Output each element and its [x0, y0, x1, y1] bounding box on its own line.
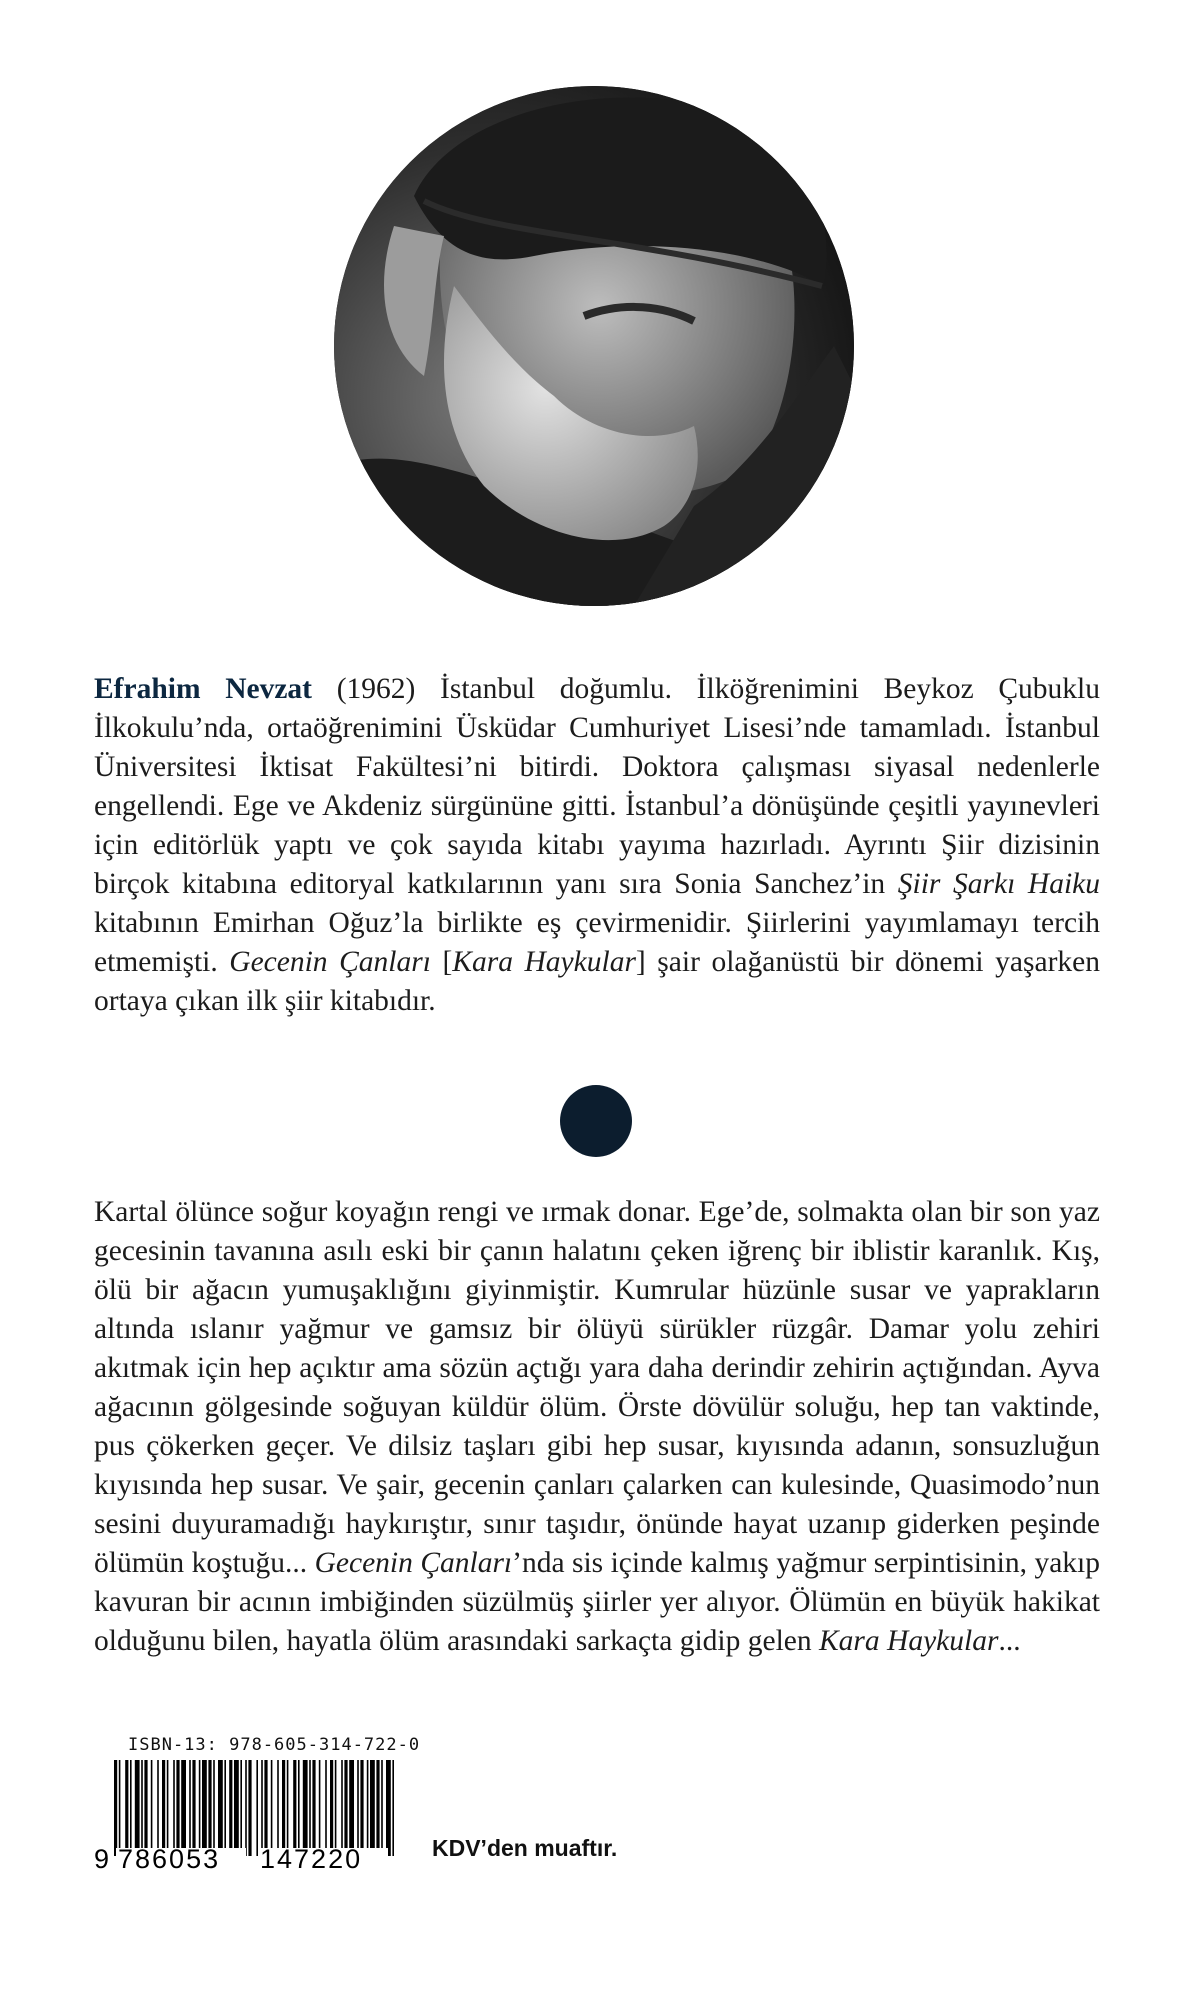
barcode-bar: [370, 1760, 375, 1856]
barcode-bars: [114, 1760, 394, 1856]
barcode-bar: [309, 1760, 311, 1856]
barcode-bar: [202, 1760, 207, 1856]
barcode-bar: [386, 1760, 391, 1856]
barcode-bar: [245, 1760, 247, 1856]
barcode-bar: [199, 1760, 201, 1856]
barcode-bar: [135, 1760, 140, 1856]
barcode-bar: [213, 1760, 215, 1856]
barcode-bar: [341, 1760, 343, 1856]
barcode-bar: [229, 1760, 232, 1856]
barcode-bar: [189, 1760, 191, 1856]
book-title: Kara Haykular: [819, 1625, 999, 1657]
barcode-bar: [234, 1760, 239, 1856]
barcode-bar: [381, 1760, 383, 1856]
barcode-bar: [176, 1760, 179, 1856]
barcode-bar: [144, 1760, 147, 1856]
barcode-bar: [344, 1760, 347, 1856]
barcode-bar: [141, 1760, 143, 1856]
barcode-bar: [157, 1760, 159, 1856]
barcode-bar: [330, 1760, 333, 1856]
barcode-bar: [125, 1760, 128, 1856]
barcode-bar: [349, 1760, 354, 1856]
barcode-bar: [392, 1760, 394, 1856]
barcode-bar: [271, 1760, 273, 1856]
author-name: Efrahim Nevzat: [94, 673, 313, 705]
barcode-bar: [248, 1760, 251, 1856]
barcode-bar: [218, 1760, 223, 1856]
barcode-bar: [261, 1760, 263, 1856]
divider-dot: [560, 1085, 632, 1157]
barcode-bar: [325, 1760, 327, 1856]
isbn-label: ISBN-13: 978-605-314-722-0: [128, 1735, 421, 1755]
author-photo-illustration: [334, 86, 854, 606]
barcode-bar: [173, 1760, 175, 1856]
barcode-digit-first: 9: [94, 1844, 110, 1870]
book-title: Şiir Şarkı Haiku: [897, 868, 1100, 900]
barcode-bar: [167, 1760, 169, 1856]
barcode-bar: [192, 1760, 195, 1856]
barcode-bar: [151, 1760, 153, 1856]
author-bio: Efrahim Nevzat (1962) İstanbul doğumlu. İlköğrenimini Beykoz Çubuklu İlkokulu’nda, ortaöğrenimini Üsküdar Cumhuriyet Lisesi’nde tamamladı. İstanbul Üniversitesi İktisat Fakültesi’ni bitirdi. Doktora çalışması siyasal nedenlerle engellendi. Ege ve Akdeniz sürgününe gitti. İstanbul’a dönüşünde çeşitli yayınevleri için editörlük yaptı ve çok sayıda kitabı yayıma hazırladı. Ayrıntı Şiir dizisinin birçok kitabına editoryal katkılarının yanı sıra Sonia Sanchez’in Şiir Şarkı Haiku kitabının Emirhan Oğuz’la birlikte eş çevirmenidir. Şiirlerini yayımlamayı tercih etmemişti. Gecenin Çanları [Kara Haykular] şair olağanüstü bir dönemi yaşarken ortaya çıkan ilk şiir kitabıdır.: [94, 673, 1100, 1017]
barcode-bar: [312, 1760, 315, 1856]
barcode-digits-right: 147220: [260, 1844, 363, 1870]
barcode-bar: [367, 1760, 369, 1856]
barcode-bar: [287, 1760, 289, 1856]
book-blurb: Kartal ölünce soğur koyağın rengi ve ırmak donar. Ege’de, solmakta olan bir son yaz gecesinin tavanına asılı eski bir çanın halatını çeken iğrenç bir iblistir karanlık. Kış, ölü bir ağacın yumuşaklığını giyinmiştir. Kumrular hüzünle susar ve yaprakların altında ıslanır yağmur ve gamsız bir ölüyü sürükler rüzgâr. Damar yolu zehiri akıtmak için hep açıktır ama sözün açtığı yara daha derindir zehirin açtığından. Ayva ağacının gölgesinde soğuyan küldür ölüm. Örste dövülür soluğu, hep tan vaktinde, pus çökerken geçer. Ve dilsiz taşları gibi hep susar, kıyısında adanın, sonsuzluğun kıyısında hep susar. Ve şair, gecenin çanları çalarken can kulesinde, Quasimodo’nun sesini duyuramadığı haykırıştır, sınır taşıdır, önünde hayat uzanıp giderken peşinde ölümün koştuğu... Gecenin Çanları’nda sis içinde kalmış yağmur serpintisinin, yakıp kavuran bir acının imbiğinden süzülmüş şiirler yer alıyor. Ölümün en büyük hakikat olduğunu bilen, hayatla ölüm arasındaki sarkaçta gidip gelen Kara Haykular...: [94, 1196, 1100, 1657]
barcode-bar: [335, 1760, 337, 1856]
book-title: Kara Haykular: [452, 946, 636, 978]
barcode-bar: [264, 1760, 267, 1856]
barcode-bar: [298, 1760, 300, 1856]
barcode-digits-left: 786053: [118, 1844, 221, 1870]
barcode-bar: [208, 1760, 211, 1856]
tax-note: KDV’den muaftır.: [432, 1835, 618, 1861]
book-title: Gecenin Çanları: [314, 1547, 513, 1579]
barcode-bar: [357, 1760, 359, 1856]
barcode-bar: [319, 1760, 321, 1856]
barcode-bar: [360, 1760, 363, 1856]
author-portrait: [334, 86, 854, 606]
barcode-bar: [376, 1760, 379, 1856]
barcode-bar: [240, 1760, 242, 1856]
barcode-bar: [130, 1760, 132, 1856]
barcode-bar: [162, 1760, 165, 1856]
barcode-bar: [303, 1760, 308, 1856]
isbn-barcode: [94, 1760, 414, 1870]
barcode-bar: [119, 1760, 121, 1856]
barcode-bar: [277, 1760, 279, 1856]
barcode-bar: [181, 1760, 186, 1856]
barcode-bar: [293, 1760, 296, 1856]
barcode-bar: [256, 1760, 258, 1856]
barcode-bar: [224, 1760, 226, 1856]
barcode-bar: [282, 1760, 285, 1856]
book-title: Gecenin Çanları: [229, 946, 431, 978]
barcode-bar: [114, 1760, 117, 1856]
